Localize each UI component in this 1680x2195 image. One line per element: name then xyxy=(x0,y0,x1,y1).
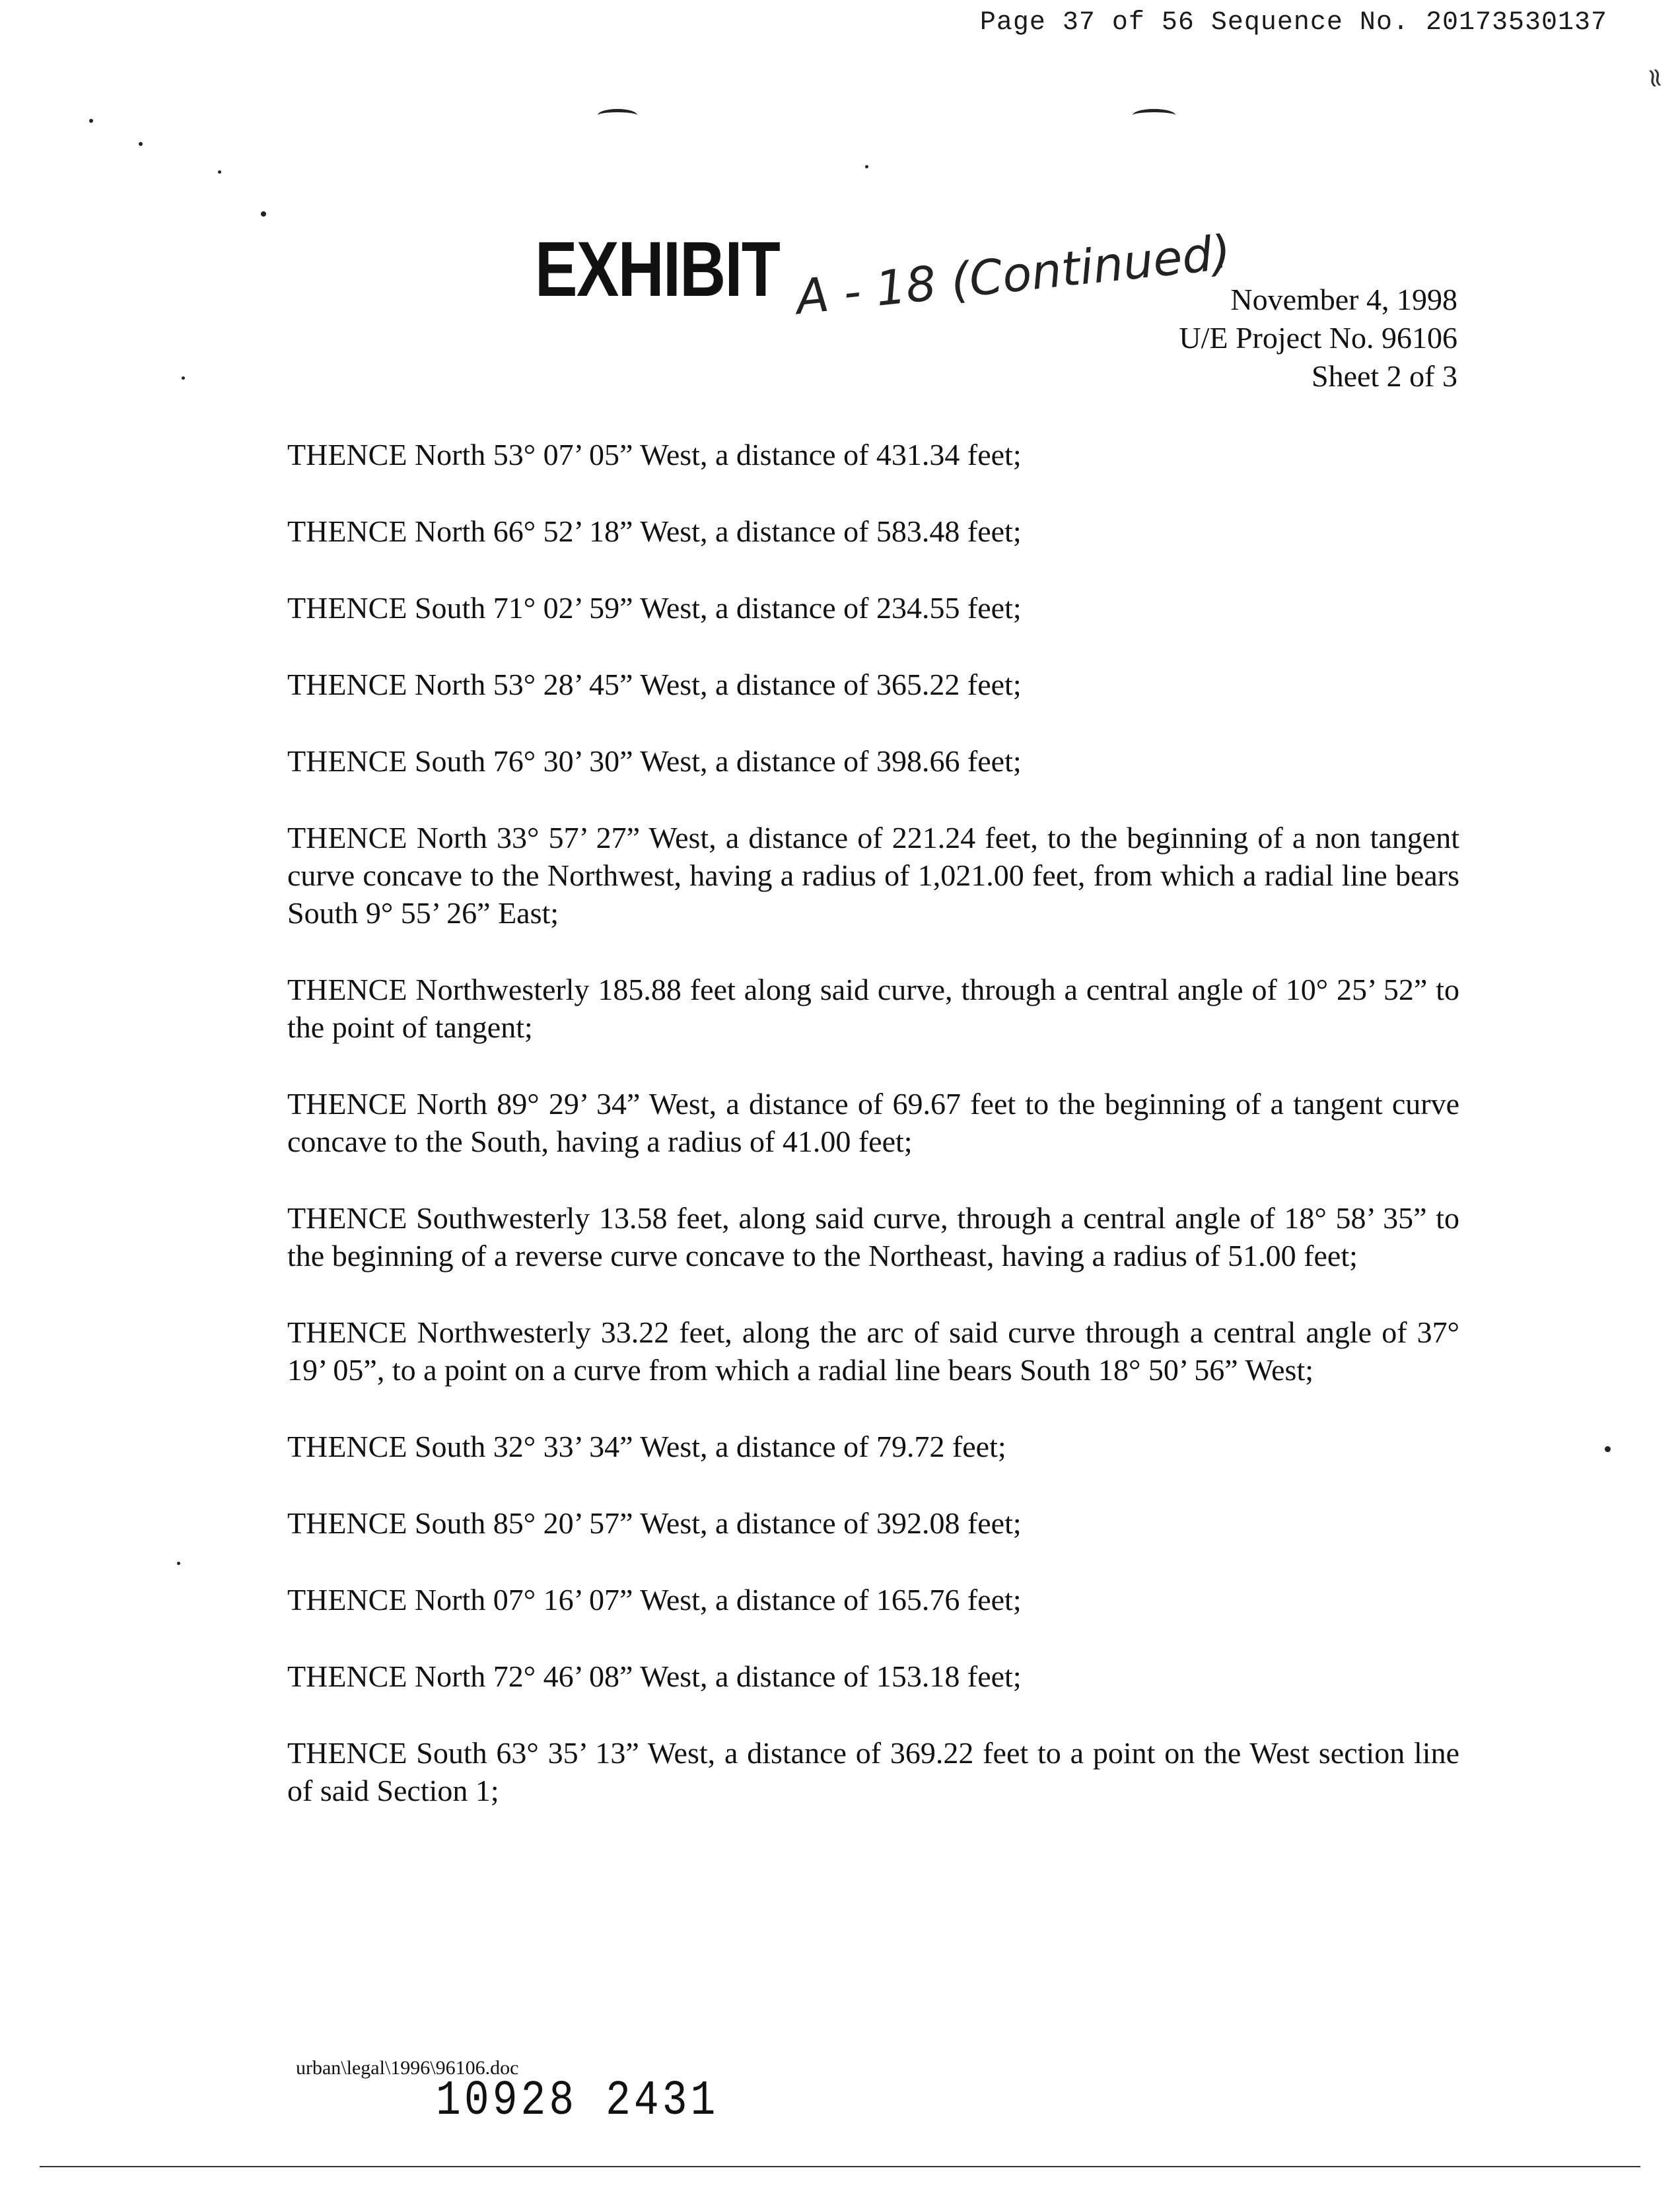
project-number: U/E Project No. 96106 xyxy=(1179,321,1457,355)
scan-artifact xyxy=(1133,109,1175,122)
sheet-number: Sheet 2 of 3 xyxy=(1311,359,1457,393)
course-paragraph: THENCE South 63° 35’ 13” West, a distance of 369.22 feet to a point on the West section line of said Section 1; xyxy=(287,1736,1459,1807)
document-date: November 4, 1998 xyxy=(1230,283,1457,316)
recording-stamp: 10928 2431 xyxy=(436,2073,719,2129)
course-paragraph: THENCE North 53° 07’ 05” West, a distance of 431.34 feet; xyxy=(287,438,1022,471)
scan-artifact xyxy=(598,109,637,122)
scan-speck xyxy=(1605,1446,1611,1452)
scan-speck xyxy=(865,165,868,168)
course-paragraph: THENCE South 85° 20’ 57” West, a distance of 392.08 feet; xyxy=(287,1506,1022,1540)
course-paragraph: THENCE Northwesterly 33.22 feet, along the arc of said curve through a central angle of 37° 19’ 05”, to a point on a curve from which a radial line bears South 18° 50’ 56” West; xyxy=(287,1315,1459,1387)
scan-speck xyxy=(139,142,143,146)
file-path: urban\legal\1996\96106.doc xyxy=(296,2057,519,2079)
course-paragraph: THENCE North 72° 46’ 08” West, a distance of 153.18 feet; xyxy=(287,1659,1022,1693)
fax-header: Page 37 of 56 Sequence No. 20173530137 xyxy=(979,8,1607,38)
course-paragraph: THENCE South 32° 33’ 34” West, a distance of 79.72 feet; xyxy=(287,1430,1006,1463)
course-paragraph: THENCE North 07° 16’ 07” West, a distance of 165.76 feet; xyxy=(287,1583,1022,1617)
scan-speck xyxy=(177,1562,180,1565)
legal-description xyxy=(287,436,1459,1848)
course-paragraph: THENCE South 76° 30’ 30” West, a distance of 398.66 feet; xyxy=(287,744,1022,778)
course-paragraph: THENCE North 66° 52’ 18” West, a distance of 583.48 feet; xyxy=(287,514,1022,548)
footer-rule xyxy=(40,2166,1640,2167)
course-paragraph: THENCE North 53° 28’ 45” West, a distance of 365.22 feet; xyxy=(287,668,1022,701)
course-paragraph: THENCE South 71° 02’ 59” West, a distance of 234.55 feet; xyxy=(287,591,1022,625)
scan-speck xyxy=(182,376,185,380)
course-paragraph: THENCE North 89° 29’ 34” West, a distance of 69.67 feet to the beginning of a tangent curve concave to the South, having a radius of 41.00 feet; xyxy=(287,1087,1459,1158)
course-paragraph: THENCE Northwesterly 185.88 feet along said curve, through a central angle of 10° 25’ 52” to the point of tangent; xyxy=(287,973,1459,1044)
exhibit-handwritten-label: A - 18 (Continued) xyxy=(792,224,1234,326)
course-paragraph: THENCE Southwesterly 13.58 feet, along said curve, through a central angle of 18° 58’ 35” to the beginning of a reverse curve concave to the Northeast, having a radius of 51.00 feet; xyxy=(287,1201,1459,1272)
scan-speck xyxy=(89,119,93,123)
exhibit-title xyxy=(535,224,1234,326)
document-meta xyxy=(1179,281,1457,396)
scan-speck xyxy=(261,211,266,217)
course-paragraph: THENCE North 33° 57’ 27” West, a distance of 221.24 feet, to the beginning of a non tangent curve concave to the Northwest, having a radius of 1,021.00 feet, from which a radial line bears South 9° 55’ 26” East; xyxy=(287,821,1459,930)
margin-mark: ≈ xyxy=(1638,64,1673,92)
exhibit-stamp: EXHIBIT xyxy=(535,226,780,313)
scan-speck xyxy=(218,170,221,174)
